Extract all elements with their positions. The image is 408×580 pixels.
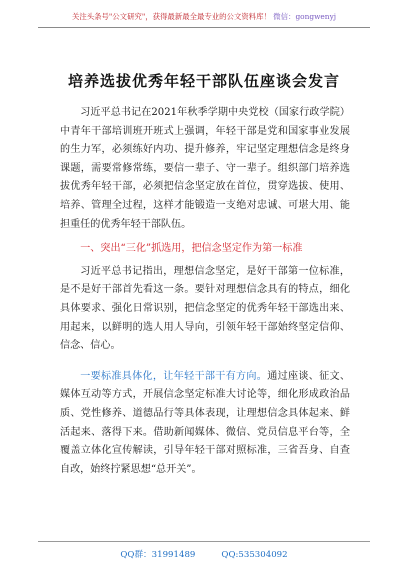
document-title: 培养选拔优秀年轻干部队伍座谈会发言 (67, 72, 340, 90)
page-footer (38, 548, 370, 560)
section-heading-1: 一、突出“三化”抓选用，把信念坚定作为第一标准 (80, 243, 303, 255)
footer-divider (38, 541, 370, 542)
paragraph-3-body: 通过座谈、征文、媒体互动等方式，开展信念坚定标准大讨论等，细化形成政治品质、党性修养、道德品行等具体表现，让理想信念具体起来、鲜活起来、落得下来。借助新闻媒体、微信、党员信息平台等，全覆盖立体化宣传解读，引导年轻干部对照标准，三省吾身、自查自改，始终拧紧思想“总开关”。 (60, 370, 351, 475)
paragraph-3-lead: 一要标准具体化，让年轻干部干有方向。 (80, 370, 268, 382)
header-wechat: 微信：gongwenyj (273, 12, 337, 21)
footer-qq-group: QQ群：31991489 (120, 550, 196, 560)
paragraph-intro: 习近平总书记在2021年秋季学期中央党校（国家行政学院）中青年干部培训班开班式上强调，年轻干部是党和国家事业发展的生力军，必须练好内功、提升修养，牢记坚定理想信念是终身课题，需要常修常练，要信一辈子、守一辈子。组织部门培养选拔优秀年轻干部，必须把信念坚定放在首位，贯穿选拔、使用、培养、管理全过程，这样才能锻造一支绝对忠诚、可堪大用、能担重任的优秀年轻干部队伍。 (60, 107, 350, 230)
document-body (60, 104, 350, 479)
footer-qq: QQ:535304092 (221, 550, 288, 560)
header-note: 关注头条号"公文研究"，获得最新最全最专业的公文资料库！ (71, 12, 271, 21)
page-header (38, 12, 370, 22)
paragraph-2: 习近平总书记指出，理想信念坚定，是好干部第一位标准，是不是好干部首先看这一条。要针对理想信念具有的特点，细化具体要求、强化日常识别，把信念坚定的优秀年轻干部选出来、用起来，以鲜明的选人用人导向，引领年轻干部始终坚定信仰、信念、信心。 (60, 265, 350, 352)
paragraph-3 (60, 368, 350, 480)
header-divider (38, 27, 370, 28)
